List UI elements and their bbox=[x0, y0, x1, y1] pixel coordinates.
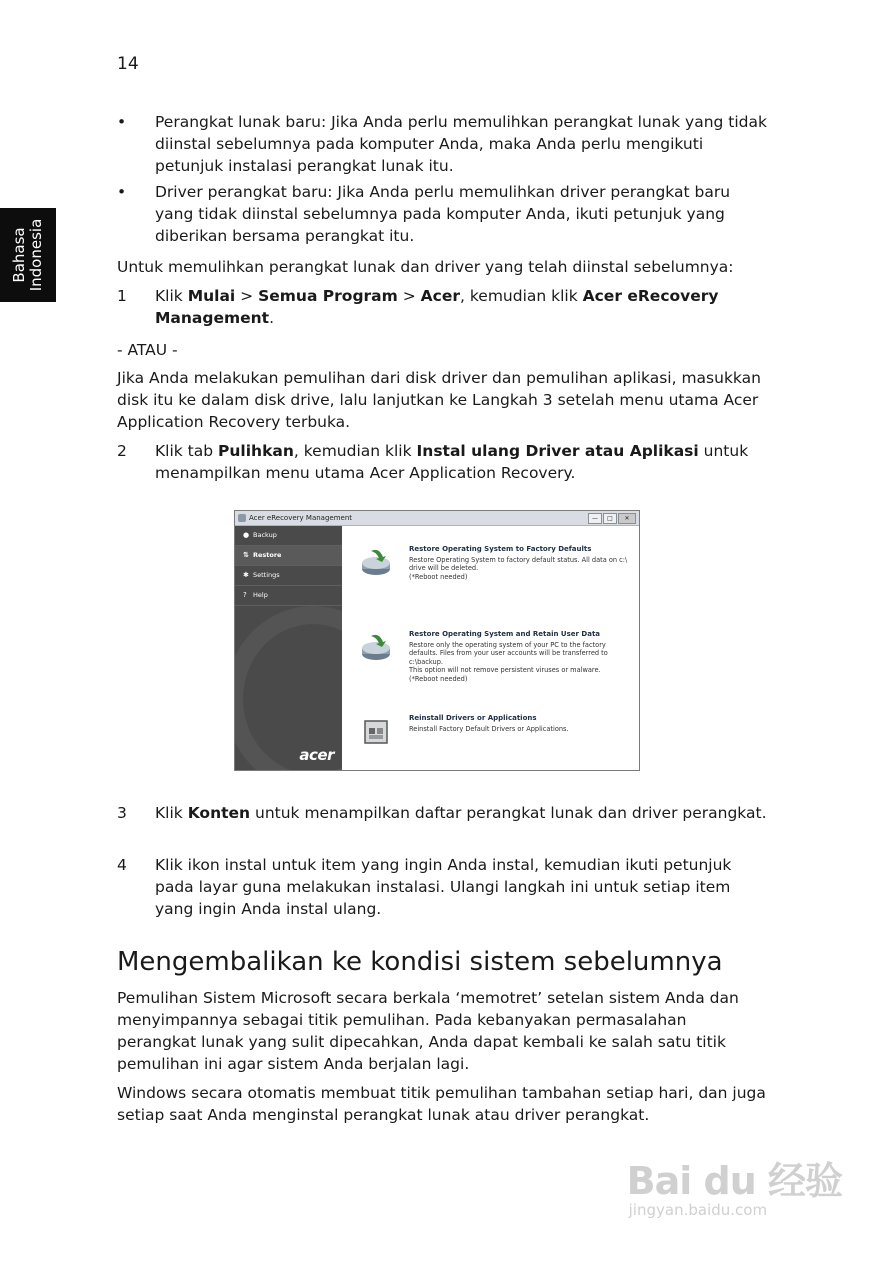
close-button[interactable]: ✕ bbox=[618, 513, 636, 524]
option-desc-line: (*Reboot needed) bbox=[409, 674, 468, 683]
nav-backup[interactable]: ● Backup bbox=[235, 526, 342, 546]
option-title: Restore Operating System and Retain User Data bbox=[409, 630, 601, 638]
step-number: 2 bbox=[117, 442, 127, 460]
bullet-item bbox=[117, 181, 767, 247]
option-desc-line: Restore Operating System to factory default status. All data on c:\ bbox=[409, 555, 628, 564]
watermark-url: jingyan.baidu.com bbox=[628, 1201, 768, 1219]
option-desc-line: drive will be deleted. bbox=[409, 564, 479, 572]
option-desc-line: c:\backup. bbox=[409, 657, 443, 666]
restore-paragraph-1: Pemulihan Sistem Microsoft secara berkala ‘memotret’ setelan sistem Anda dan menyimpannya sebagai titik pemulihan. Pada kebanyakan permasalahan perangkat lunak yang sulit dipecahkan, Anda dapat kembali ke salah satu titik pemulihan ini agar sistem Anda berjalan lagi. bbox=[117, 989, 739, 1073]
window-title: Acer eRecovery Management bbox=[249, 514, 353, 522]
nav-settings[interactable]: ✱ Settings bbox=[235, 566, 342, 586]
step-text: Klik tab Pulihkan, kemudian klik Instal ulang Driver atau Aplikasi untuk menampilkan menu utama Acer Application Recovery. bbox=[155, 442, 749, 482]
step-4 bbox=[117, 854, 767, 920]
step-1 bbox=[117, 285, 767, 329]
option-desc-line: Reinstall Factory Default Drivers or Applications. bbox=[409, 724, 569, 733]
erecovery-sidebar bbox=[235, 526, 342, 770]
option-desc-line: This option will not remove persistent viruses or malware. bbox=[409, 666, 601, 674]
option-desc-line: defaults. Files from your user accounts will be transferred to bbox=[409, 649, 608, 657]
option-title: Restore Operating System to Factory Defaults bbox=[409, 545, 592, 553]
bullet-text: Perangkat lunak baru: Jika Anda perlu memulihkan perangkat lunak yang tidak diinstal sebelumnya pada komputer Anda, maka Anda perlu mengikuti petunjuk instalasi perangkat lunak itu. bbox=[155, 113, 767, 175]
option-title: Reinstall Drivers or Applications bbox=[409, 714, 537, 722]
restore-disk-icon bbox=[359, 632, 393, 662]
step-3 bbox=[117, 802, 767, 824]
nav-help[interactable]: ? Help bbox=[235, 586, 342, 606]
minimize-button[interactable]: — bbox=[588, 513, 602, 524]
bullet-item bbox=[117, 111, 767, 177]
section-heading: Mengembalikan ke kondisi sistem sebelumnya bbox=[117, 947, 723, 977]
step-text: Klik Mulai > Semua Program > Acer, kemudian klik Acer eRecovery Management. bbox=[155, 287, 719, 327]
restore-disk-icon bbox=[359, 547, 393, 577]
intro-paragraph: Untuk memulihkan perangkat lunak dan driver yang telah diinstal sebelumnya: bbox=[117, 258, 734, 276]
acer-logo: acer bbox=[299, 746, 334, 764]
erecovery-screenshot bbox=[234, 510, 640, 771]
step-text: Klik Konten untuk menampilkan daftar perangkat lunak dan driver perangkat. bbox=[155, 804, 767, 822]
option-desc-line: Restore only the operating system of your PC to the factory bbox=[409, 640, 606, 649]
settings-icon: ✱ bbox=[243, 571, 249, 579]
baidu-watermark bbox=[627, 1150, 842, 1219]
bullet-mark: • bbox=[117, 113, 127, 131]
reinstall-box-icon bbox=[359, 716, 393, 746]
help-icon: ? bbox=[243, 591, 247, 599]
atau-separator: - ATAU - bbox=[117, 341, 178, 359]
maximize-button[interactable]: □ bbox=[603, 513, 617, 524]
page-number: 14 bbox=[117, 54, 139, 74]
bullet-text: Driver perangkat baru: Jika Anda perlu memulihkan driver perangkat baru yang tidak diinstal sebelumnya pada komputer Anda, ikuti petunjuk yang diberikan bersama perangkat itu. bbox=[155, 183, 731, 245]
step-number: 4 bbox=[117, 856, 127, 874]
restore-paragraph-2: Windows secara otomatis membuat titik pemulihan tambahan setiap hari, dan juga setiap saat Anda menginstal perangkat lunak atau driver perangkat. bbox=[117, 1084, 766, 1124]
step-number: 3 bbox=[117, 804, 127, 822]
language-side-tab bbox=[0, 208, 56, 302]
watermark-brand: Bai du 经验 bbox=[626, 1159, 842, 1203]
step-2 bbox=[117, 440, 767, 484]
disk-paragraph: Jika Anda melakukan pemulihan dari disk driver dan pemulihan aplikasi, masukkan disk itu ke dalam disk drive, lalu lanjutkan ke Langkah 3 setelah menu utama Acer Application Recovery terbuka. bbox=[117, 369, 761, 431]
step-text: Klik ikon instal untuk item yang ingin Anda instal, kemudian ikuti petunjuk pada layar guna melakukan instalasi. Ulangi langkah ini untuk setiap item yang ingin Anda instal ulang. bbox=[155, 856, 732, 918]
window-titlebar bbox=[235, 511, 639, 526]
side-tab-line-1: Bahasa bbox=[10, 227, 28, 283]
step-number: 1 bbox=[117, 287, 127, 305]
nav-restore[interactable]: ⇅ Restore bbox=[235, 546, 342, 566]
app-icon bbox=[238, 514, 246, 522]
bullet-mark: • bbox=[117, 183, 127, 201]
side-tab-line-2: Indonesia bbox=[27, 218, 45, 292]
backup-icon: ● bbox=[243, 531, 250, 539]
option-desc-line: (*Reboot needed) bbox=[409, 572, 468, 581]
restore-icon: ⇅ bbox=[243, 551, 249, 559]
